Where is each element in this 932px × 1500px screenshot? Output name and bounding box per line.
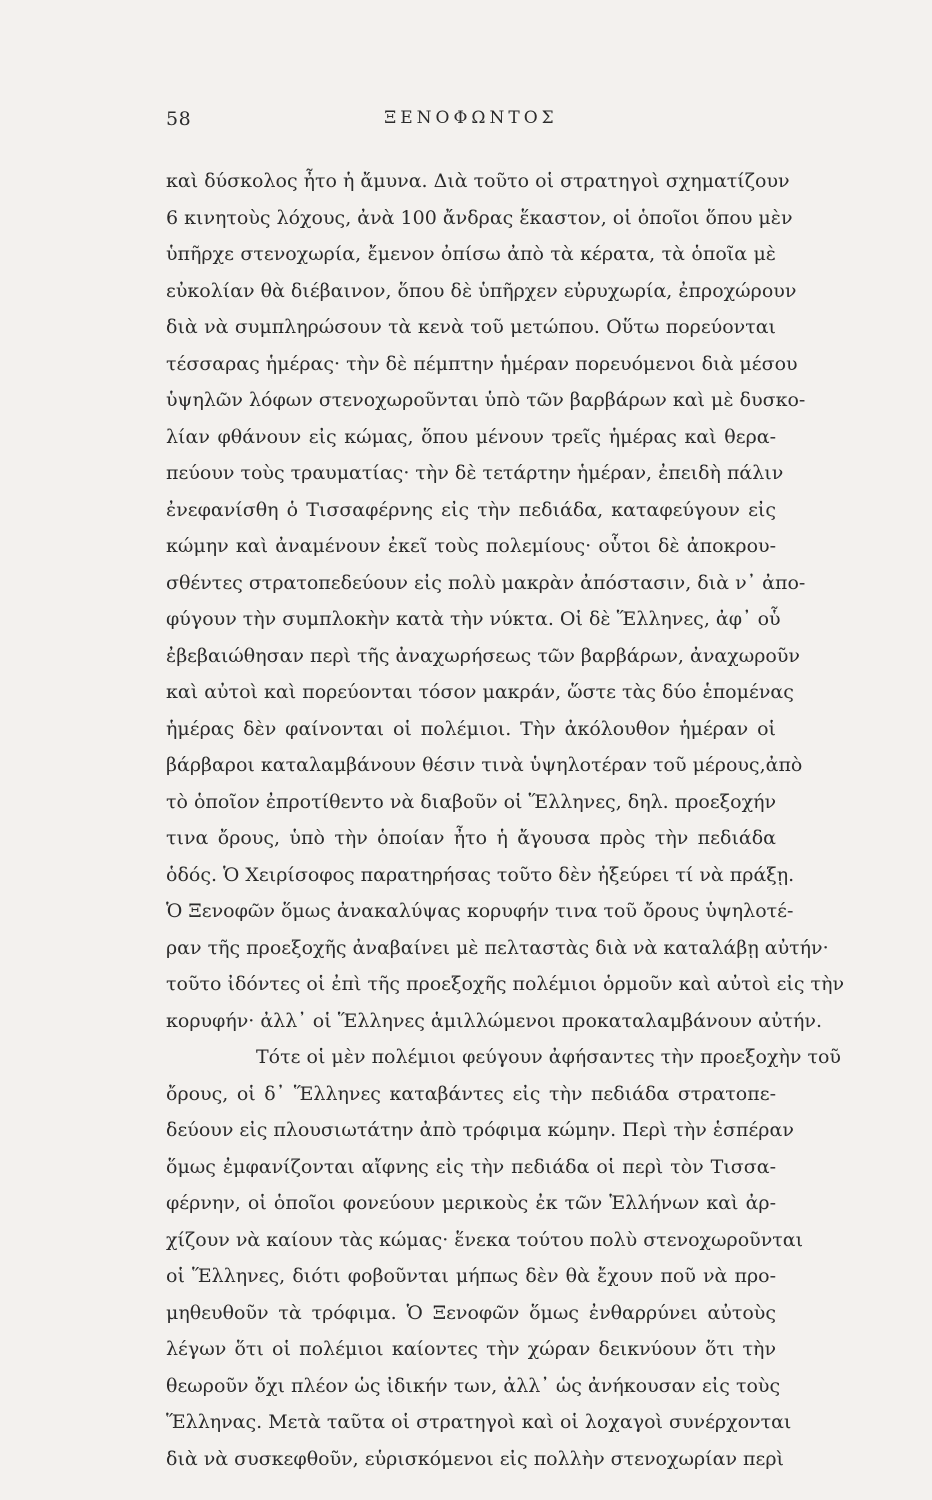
text-line: διὰ νὰ συμπληρώσουν τὰ κενὰ τοῦ μετώπου. Οὕτω πορεύονται bbox=[166, 316, 776, 338]
text-line: ὑψηλῶν λόφων στενοχωροῦνται ὑπὸ τῶν βαρβάρων καὶ μὲ δυσκο- bbox=[166, 389, 806, 411]
text-line: διὰ νὰ συσκεφθοῦν, εὑρισκόμενοι εἰς πολλὴν στενοχωρίαν περὶ bbox=[166, 1447, 784, 1470]
text-line: λέγων ὅτι οἱ πολέμιοι καίοντες τὴν χώραν δεικνύουν ὅτι τὴν bbox=[166, 1338, 776, 1360]
paragraph-start-line: Τότε οἱ μὲν πολέμιοι φεύγουν ἀφήσαντες τὴν προεξοχὴν τοῦ bbox=[256, 1046, 841, 1068]
text-line: οἱ Ἕλληνες, διότι φοβοῦνται μήπως δὲν θὰ ἔχουν ποῦ νὰ προ- bbox=[166, 1265, 776, 1287]
text-line: Ὁ Ξενοφῶν ὅμως ἀνακαλύψας κορυφήν τινα τοῦ ὄρους ὑψηλοτέ- bbox=[166, 900, 794, 922]
text-line: μηθευθοῦν τὰ τρόφιμα. Ὁ Ξενοφῶν ὅμως ἐνθαρρύνει αὐτοὺς bbox=[166, 1301, 776, 1324]
page-header bbox=[166, 108, 776, 140]
text-line: τὸ ὁποῖον ἐπροτίθεντο νὰ διαβοῦν οἱ Ἕλληνες, δηλ. προεξοχήν bbox=[166, 790, 777, 813]
text-line: φύγουν τὴν συμπλοκὴν κατὰ τὴν νύκτα. Οἱ δὲ Ἕλληνες, ἀφ᾿ οὗ bbox=[166, 608, 781, 630]
page-number: 58 bbox=[166, 108, 192, 130]
text-line: τινα ὄρους, ὑπὸ τὴν ὁποίαν ἦτο ἡ ἄγουσα πρὸς τὴν πεδιάδα bbox=[166, 827, 776, 849]
text-line: ἐνεφανίσθη ὁ Τισσαφέρνης εἰς τὴν πεδιάδα, καταφεύγουν εἰς bbox=[166, 498, 776, 521]
text-line: ἐβεβαιώθησαν περὶ τῆς ἀναχωρήσεως τῶν βαρβάρων, ἀναχωροῦν bbox=[166, 644, 800, 667]
text-line: χίζουν νὰ καίουν τὰς κώμας· ἕνεκα τούτου πολὺ στενοχωροῦνται bbox=[166, 1228, 804, 1251]
text-line: φέρνην, οἱ ὁποῖοι φονεύουν μερικοὺς ἐκ τῶν Ἑλλήνων καὶ ἀρ- bbox=[166, 1192, 776, 1214]
text-line: κώμην καὶ ἀναμένουν ἐκεῖ τοὺς πολεμίους· οὗτοι δὲ ἀποκρου- bbox=[166, 535, 776, 557]
text-line: 6 κινητοὺς λόχους, ἀνὰ 100 ἄνδρας ἕκαστον, οἱ ὁποῖοι ὅπου μὲν bbox=[166, 206, 793, 229]
text-line: τέσσαρας ἡμέρας· τὴν δὲ πέμπτην ἡμέραν πορευόμενοι διὰ μέσου bbox=[166, 352, 798, 375]
text-line: εὐκολίαν θὰ διέβαινον, ὅπου δὲ ὑπῆρχεν εὐρυχωρία, ἐπροχώρουν bbox=[166, 279, 797, 302]
text-line: ὅμως ἐμφανίζονται αἴφνης εἰς τὴν πεδιάδα οἱ περὶ τὸν Τισσα- bbox=[166, 1155, 776, 1178]
text-line: σθέντες στρατοπεδεύουν εἰς πολὺ μακρὰν ἀπόστασιν, διὰ ν᾿ ἀπο- bbox=[166, 571, 806, 594]
text-line: δεύουν εἰς πλουσιωτάτην ἀπὸ τρόφιμα κώμην. Περὶ τὴν ἑσπέραν bbox=[166, 1119, 794, 1141]
text-line: τοῦτο ἰδόντες οἱ ἐπὶ τῆς προεξοχῆς πολέμιοι ὁρμοῦν καὶ αὐτοὶ εἰς τὴν bbox=[166, 973, 845, 995]
text-line: θεωροῦν ὄχι πλέον ὡς ἰδικήν των, ἀλλ᾿ ὡς ἀνήκουσαν εἰς τοὺς bbox=[166, 1374, 781, 1397]
text-line: καὶ δύσκολος ἦτο ἡ ἄμυνα. Διὰ τοῦτο οἱ στρατηγοὶ σχηματίζουν bbox=[166, 170, 790, 192]
text-line: ὑπῆρχε στενοχωρία, ἔμενον ὀπίσω ἀπὸ τὰ κέρατα, τὰ ὁποῖα μὲ bbox=[166, 243, 776, 265]
text-line: κορυφήν· ἀλλ᾿ οἱ Ἕλληνες ἁμιλλώμενοι προκαταλαμβάνουν αὐτήν. bbox=[166, 1009, 822, 1032]
text-line: ὄρους, οἱ δ᾿ Ἕλληνες καταβάντες εἰς τὴν πεδιάδα στρατοπε- bbox=[166, 1082, 776, 1105]
text-line: λίαν φθάνουν εἰς κώμας, ὅπου μένουν τρεῖς ἡμέρας καὶ θερα- bbox=[166, 425, 776, 448]
body-text bbox=[166, 163, 845, 1477]
text-line: ἡμέρας δὲν φαίνονται οἱ πολέμιοι. Τὴν ἀκόλουθον ἡμέραν οἱ bbox=[166, 717, 776, 740]
text-line: βάρβαροι καταλαμβάνουν θέσιν τινὰ ὑψηλοτέραν τοῦ μέρους,ἀπὸ bbox=[166, 754, 803, 776]
text-line: καὶ αὐτοὶ καὶ πορεύονται τόσον μακράν, ὥστε τὰς δύο ἑπομένας bbox=[166, 681, 794, 703]
running-title: ΞΕΝΟΦΩΝΤΟΣ bbox=[384, 108, 558, 128]
text-line: πεύουν τοὺς τραυματίας· τὴν δὲ τετάρτην ἡμέραν, ἐπειδὴ πάλιν bbox=[166, 462, 784, 484]
text-line: ὁδός. Ὁ Χειρίσοφος παρατηρήσας τοῦτο δὲν ἠξεύρει τί νὰ πράξῃ. bbox=[166, 863, 795, 886]
text-line: Ἕλληνας. Μετὰ ταῦτα οἱ στρατηγοὶ καὶ οἱ λοχαγοὶ συνέρχονται bbox=[166, 1411, 792, 1433]
text-line: ραν τῆς προεξοχῆς ἀναβαίνει μὲ πελταστὰς διὰ νὰ καταλάβῃ αὐτήν· bbox=[166, 936, 829, 959]
